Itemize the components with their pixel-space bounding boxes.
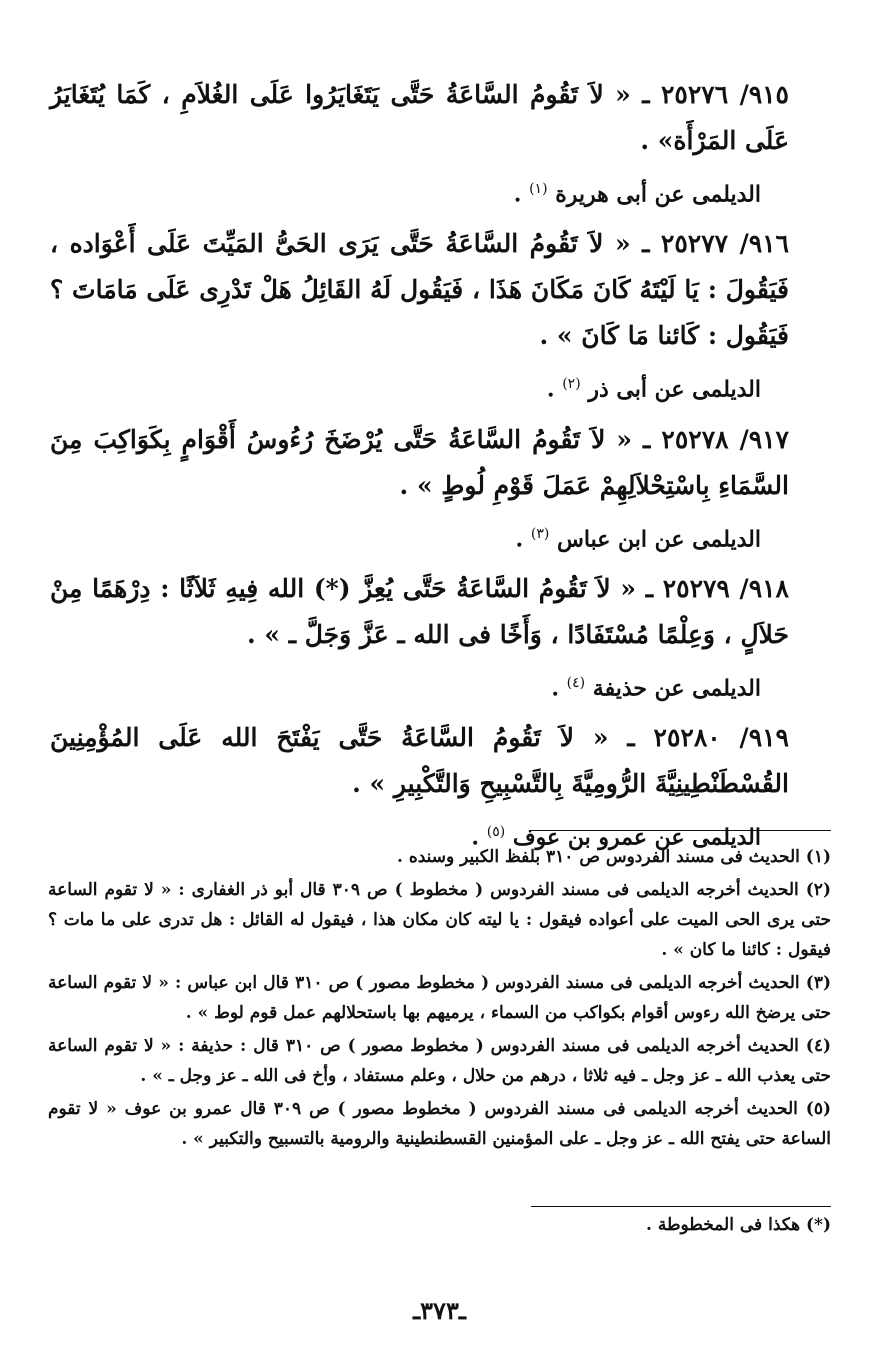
footnote-ref: (٣)	[530, 525, 550, 542]
hadith-entry	[50, 221, 789, 410]
star-note-divider	[531, 1206, 831, 1207]
footnote-ref: (٤)	[566, 674, 586, 691]
hadith-text	[50, 72, 789, 164]
source-label: الديلمى عن أبى هريرة	[555, 181, 761, 208]
source-label: الديلمى عن ابن عباس	[557, 525, 761, 552]
footnotes	[48, 842, 831, 1157]
hadith-number: ٩١٨/ ٢٥٢٧٩ ـ	[645, 573, 789, 603]
hadith-text	[50, 221, 789, 359]
hadith-text	[50, 715, 789, 807]
hadith-body: « لاَ تَقُومُ السَّاعَةُ حَتَّى يُعِزَّ (*) الله فِيهِ ثَلاَثًا : دِرْهَمًا مِنْ حَلاَلٍ ، وَعِلْمًا مُسْتَفَادًا ، وَأَخًا فى الله ـ عَزَّ وَجَلَّ ـ » .	[50, 573, 789, 649]
footnote-ref: (٢)	[562, 376, 581, 393]
hadith-entry	[50, 566, 789, 709]
footnote: (٢) الحديث أخرجه الديلمى فى مسند الفردوس ( مخطوط ) ص ٣٠٩ قال أبو ذر الغفارى : « لا تقوم الساعة حتى يرى الحى الميت على أعواده فيقول : يا ليته كان مكان هذا ، فيقول له القائل : هل تدرى على ما مات ؟ فيقول : كائنا ما كان » .	[48, 880, 831, 960]
footnote: (٤) الحديث أخرجه الديلمى فى مسند الفردوس ( مخطوط مصور ) ص ٣١٠ قال : حذيفة : « لا تقوم الساعة حتى يعذب الله ـ عز وجل ـ فيه ثلاثا ، درهم من حلال ، وعلم مستفاد ، وأخ فى الله ـ عز وجل ـ » .	[48, 1036, 832, 1086]
hadith-source: الديلمى عن أبى ذر $^{(٢)}$ .	[546, 376, 761, 403]
hadith-number: ٩١٧/ ٢٥٢٧٨ ـ	[643, 424, 789, 454]
hadith-source: الديلمى عن ابن عباس $^{(٣)}$ .	[515, 525, 761, 552]
hadith-source: الديلمى عن أبى هريرة $^{(١)}$ .	[513, 181, 761, 208]
source-label: الديلمى عن عمرو بن عوف	[512, 824, 761, 851]
footnote: (١) الحديث فى مسند الفردوس ص ٣١٠ بلفظ الكبير وسنده .	[396, 847, 831, 867]
source-label: الديلمى عن أبى ذر	[588, 376, 761, 403]
hadith-body: « لاَ تَقُومُ السَّاعَةُ حَتَّى يَتَغَايَرُوا عَلَى الغُلاَمِ ، كَمَا يُتَغَايَرُ عَلَى المَرْأَة» .	[50, 80, 789, 155]
hadith-number: ٩١٦/ ٢٥٢٧٧ ـ	[642, 229, 789, 259]
hadith-entry	[50, 715, 789, 858]
hadith-entry	[50, 417, 789, 560]
footnote-divider	[531, 830, 831, 831]
hadith-body: « لاَ تَقُومُ السَّاعَةُ حَتَّى يَرَى الحَىُّ المَيِّتَ عَلَى أَعْوَاده ، فَيَقُولَ : يَا لَيْتَهُ كَانَ مَكَانَ هَذَا ، فَيَقُول لَهُ القَائِلُ هَلْ تَدْرِى عَلَى مَامَاتَ ؟ فَيَقُول : كَائنا مَا كَانَ » .	[50, 229, 789, 351]
hadith-text	[50, 566, 789, 658]
footnote-ref: (١)	[529, 181, 548, 197]
footnote: (٣) الحديث أخرجه الديلمى فى مسند الفردوس ( مخطوط مصور ) ص ٣١٠ قال ابن عباس : « لا تقوم الساعة حتى يرضخ الله رءوس أقوام بكواكب من السماء ، يرميهم بها باستحلالهم عمل قوم لوط » .	[48, 973, 831, 1023]
hadith-entry	[50, 72, 789, 215]
hadith-text	[50, 417, 789, 509]
star-note: (*) هكذا فى المخطوطة .	[646, 1215, 831, 1235]
hadith-body: « لاَ تَقُومُ السَّاعَةُ حَتَّى يُرْضَخَ رُءُوسُ أَقْوَامٍ بِكَوَاكِبَ مِنَ السَّمَاءِ بِاسْتِحْلاَلِهِمْ عَمَلَ قَوْمِ لُوطٍ » .	[50, 424, 789, 500]
hadith-body: « لاَ تَقُومُ السَّاعَةُ حَتَّى يَفْتَحَ الله عَلَى المُؤْمِنِينَ القُسْطَنْطِينِيَّةَ الرُّومِيَّةَ بِالتَّسْبِيحِ وَالتَّكْبِيرِ » .	[50, 723, 789, 799]
page-number: ـ٣٧٣ـ	[413, 1296, 466, 1325]
footnote-ref: (٥)	[486, 824, 506, 841]
hadith-source: الديلمى عن حذيفة $^{(٤)}$ .	[551, 674, 761, 702]
main-text	[50, 72, 789, 865]
footnote: (٥) الحديث أخرجه الديلمى فى مسند الفردوس ( مخطوط مصور ) ص ٣٠٩ قال عمرو بن عوف « لا تقوم الساعة حتى يفتح الله ـ عز وجل ـ على المؤمنين القسطنطينية والرومية بالتسبيح والتكبير » .	[48, 1099, 832, 1149]
hadith-number: ٩١٥/ ٢٥٢٧٦ ـ	[642, 80, 789, 109]
hadith-number: ٩١٩/ ٢٥٢٨٠ ـ	[627, 723, 789, 753]
source-label: الديلمى عن حذيفة	[592, 675, 761, 702]
hadith-source: الديلمى عن عمرو بن عوف $^{(٥)}$ .	[471, 824, 761, 851]
